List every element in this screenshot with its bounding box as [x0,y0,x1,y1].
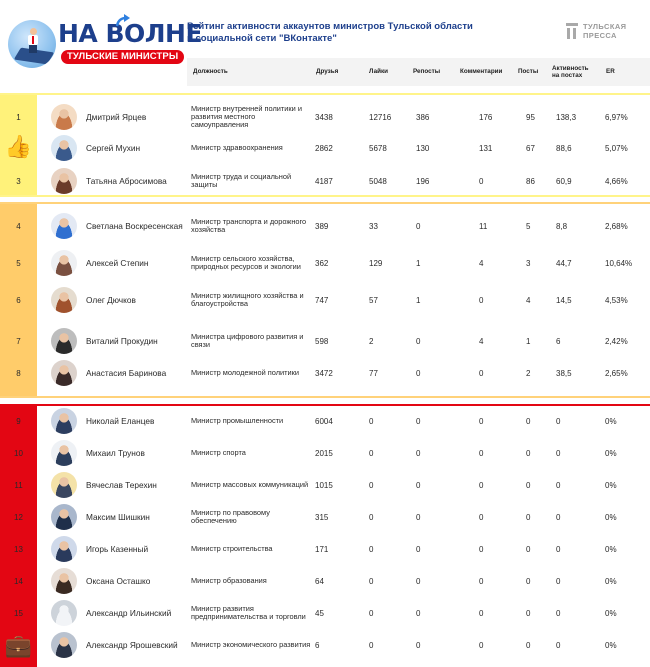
minister-name: Оксана Осташко [86,575,151,586]
cell-comments: 4 [479,258,484,268]
table-row [0,358,650,388]
cell-activity: 0 [556,416,561,426]
minister-position: Министр массовых коммуникаций [191,479,309,489]
minister-name: Сергей Мухин [86,142,141,153]
minister-name: Николай Еланцев [86,415,155,426]
cell-friends: 2015 [315,448,333,458]
cell-reposts: 0 [416,640,421,650]
cell-likes: 57 [369,295,378,305]
avatar [51,328,77,354]
cell-reposts: 0 [416,480,421,490]
page-title-line-1: Рейтинг активности аккаунтов министров Тульской области [187,21,473,32]
column-header-reposts: Репосты [413,68,441,76]
minister-name: Дмитрий Ярцев [86,111,147,122]
cell-activity: 0 [556,512,561,522]
cell-er: 0% [605,416,617,426]
table-row [0,470,650,500]
avatar [51,250,77,276]
cell-friends: 6 [315,640,320,650]
cell-likes: 5678 [369,143,387,153]
cell-friends: 45 [315,608,324,618]
cell-er: 4,53% [605,295,628,305]
cell-comments: 0 [479,480,484,490]
minister-position: Министр внутренней политики и развития местного самоуправления [191,103,302,130]
cell-likes: 33 [369,221,378,231]
cell-posts: 86 [526,176,535,186]
avatar [51,600,77,626]
cell-comments: 0 [479,640,484,650]
avatar [51,168,77,194]
avatar [51,472,77,498]
cell-er: 0% [605,448,617,458]
cell-likes: 0 [369,608,374,618]
rank-number: 6 [16,295,21,305]
cell-reposts: 0 [416,221,421,231]
cell-likes: 77 [369,368,378,378]
cell-reposts: 0 [416,368,421,378]
cell-activity: 138,3 [556,112,577,122]
table-row [0,406,650,436]
cell-friends: 3438 [315,112,333,122]
cell-comments: 0 [479,295,484,305]
wave-arrow-icon [116,14,130,28]
cell-posts: 0 [526,512,531,522]
cell-posts: 95 [526,112,535,122]
minister-position: Министр труда и социальной защиты [191,171,292,189]
column-header-comments: Комментарии [460,68,503,76]
rank-number [0,630,37,660]
cell-friends: 6004 [315,416,333,426]
column-header-activity-line-1: Активность [552,64,589,72]
page-title-line-2: в социальной сети "ВКонтакте" [187,33,337,44]
minister-position: Министр экономического развития [191,639,311,649]
cell-friends: 1015 [315,480,333,490]
minister-name: Виталий Прокудин [86,335,158,346]
minister-name: Татьяна Абросимова [86,175,167,186]
column-header-friends: Друзья [316,68,339,76]
tula-press-logo [566,22,636,40]
cell-friends: 362 [315,258,329,268]
avatar [51,104,77,130]
rank-number: 9 [16,416,21,426]
rank-number: 13 [14,544,23,554]
minister-name: Михаил Трунов [86,447,145,458]
avatar [51,568,77,594]
minister-name: Александр Ярошевский [86,639,178,650]
minister-position: Министра цифрового развития и связи [191,331,304,349]
column-header-posts: Посты [518,68,539,76]
rank-number: 5 [16,258,21,268]
minister-name: Максим Шишкин [86,511,150,522]
logo-title: НА ВОЛНЕ [58,19,203,48]
avatar [51,440,77,466]
cell-posts: 0 [526,576,531,586]
cell-reposts: 0 [416,608,421,618]
cell-comments: 0 [479,544,484,554]
cell-posts: 4 [526,295,531,305]
cell-comments: 0 [479,448,484,458]
cell-activity: 0 [556,608,561,618]
cell-posts: 67 [526,143,535,153]
cell-reposts: 1 [416,258,421,268]
cell-likes: 0 [369,576,374,586]
column-header-likes: Лайки [369,68,388,76]
cell-friends: 315 [315,512,329,522]
column-header-position: Должность [193,68,228,76]
column-header-activity-line-2: на постах [552,72,583,79]
cell-friends: 64 [315,576,324,586]
column-header-er: ER [606,68,615,76]
cell-posts: 0 [526,448,531,458]
cell-activity: 0 [556,640,561,650]
surfer-logo-icon [8,20,56,68]
minister-name: Анастасия Баринова [86,367,167,378]
cell-er: 0% [605,640,617,650]
cell-reposts: 0 [416,512,421,522]
logo-subtitle-badge: ТУЛЬСКИЕ МИНИСТРЫ [61,50,184,64]
cell-activity: 60,9 [556,176,572,186]
cell-comments: 0 [479,176,484,186]
cell-reposts: 196 [416,176,430,186]
cell-er: 0% [605,544,617,554]
avatar [51,287,77,313]
cell-comments: 176 [479,112,493,122]
avatar [51,504,77,530]
avatar [51,536,77,562]
thumbs-up-icon: 👍 [4,134,33,159]
minister-position: Министр транспорта и дорожного хозяйства [191,216,307,234]
cell-likes: 5048 [369,176,387,186]
cell-activity: 14,5 [556,295,572,305]
cell-friends: 747 [315,295,329,305]
minister-position: Министр образования [191,575,267,585]
cell-reposts: 0 [416,448,421,458]
cell-friends: 389 [315,221,329,231]
cell-posts: 0 [526,544,531,554]
table-row [0,502,650,532]
cell-activity: 0 [556,448,561,458]
cell-comments: 4 [479,336,484,346]
column-header-activity [552,58,589,86]
rank-number: 3 [16,176,21,186]
rank-number: 11 [14,480,23,490]
table-row [0,248,650,278]
cell-er: 6,97% [605,112,628,122]
cell-posts: 5 [526,221,531,231]
rank-number: 8 [16,368,21,378]
press-logo-line-2: ПРЕССА [583,31,617,40]
table-row [0,566,650,596]
minister-position: Министр промышленности [191,415,284,425]
rank-number: 1 [16,112,21,122]
avatar [51,360,77,386]
cell-er: 0% [605,576,617,586]
cell-comments: 0 [479,608,484,618]
table-row [0,211,650,241]
rank-number: 15 [14,608,23,618]
rank-number: 7 [16,336,21,346]
rank-number: 10 [14,448,23,458]
rank-number: 4 [16,221,21,231]
cell-posts: 2 [526,368,531,378]
cell-friends: 2862 [315,143,333,153]
cell-er: 2,65% [605,368,628,378]
table-row [0,326,650,356]
cell-er: 4,66% [605,176,628,186]
cell-er: 10,64% [605,258,633,268]
minister-name: Александр Ильинский [86,607,172,618]
minister-name: Алексей Степин [86,257,149,268]
rank-number: 12 [14,512,23,522]
cell-posts: 1 [526,336,531,346]
rank-number: 14 [14,576,23,586]
cell-er: 0% [605,480,617,490]
cell-comments: 0 [479,512,484,522]
cell-comments: 0 [479,416,484,426]
cell-activity: 6 [556,336,561,346]
tula-press-mark-icon [566,23,578,39]
cell-friends: 3472 [315,368,333,378]
table-row [0,102,650,132]
na-volne-logo [8,14,203,74]
cell-reposts: 130 [416,143,430,153]
table-row [0,133,650,163]
avatar [51,213,77,239]
cell-likes: 129 [369,258,383,268]
cell-activity: 38,5 [556,368,572,378]
cell-er: 5,07% [605,143,628,153]
cell-activity: 8,8 [556,221,568,231]
cell-reposts: 1 [416,295,421,305]
press-logo-line-1: ТУЛЬСКАЯ [583,22,627,31]
cell-er: 0% [605,512,617,522]
minister-name: Олег Дючков [86,294,136,305]
rank-number [0,133,37,163]
cell-posts: 3 [526,258,531,268]
cell-er: 2,42% [605,336,628,346]
minister-name: Игорь Казенный [86,543,149,554]
table-row [0,598,650,628]
cell-likes: 0 [369,448,374,458]
cell-activity: 0 [556,480,561,490]
minister-position: Министр строительства [191,543,273,553]
avatar [51,632,77,658]
cell-activity: 88,6 [556,143,572,153]
cell-friends: 598 [315,336,329,346]
cell-comments: 0 [479,576,484,586]
cell-er: 2,68% [605,221,628,231]
cell-activity: 0 [556,576,561,586]
cell-likes: 0 [369,416,374,426]
minister-position: Министр спорта [191,447,246,457]
cell-likes: 0 [369,512,374,522]
avatar [51,408,77,434]
cell-comments: 131 [479,143,493,153]
cell-posts: 0 [526,608,531,618]
cell-activity: 0 [556,544,561,554]
cell-comments: 0 [479,368,484,378]
avatar [51,135,77,161]
cell-reposts: 0 [416,576,421,586]
cell-er: 0% [605,608,617,618]
minister-position: Министр по правовому обеспечению [191,507,270,525]
minister-position: Министр молодежной политики [191,367,300,377]
cell-reposts: 386 [416,112,430,122]
table-row [0,166,650,196]
cell-likes: 12716 [369,112,392,122]
cell-likes: 0 [369,544,374,554]
cell-posts: 0 [526,480,531,490]
table-row [0,285,650,315]
table-header [187,58,650,86]
cell-friends: 4187 [315,176,333,186]
table-row [0,534,650,564]
minister-name: Светлана Воскресенская [86,220,183,231]
briefcase-icon: 💼 [4,633,33,658]
cell-activity: 44,7 [556,258,572,268]
cell-reposts: 0 [416,416,421,426]
minister-position: Министр сельского хозяйства, природных ресурсов и экологии [191,253,301,271]
minister-name: Вячеслав Терехин [86,479,157,490]
cell-likes: 0 [369,480,374,490]
page-title [187,21,507,45]
minister-position: Министр жилищного хозяйства и благоустройства [191,290,304,308]
cell-reposts: 0 [416,336,421,346]
cell-reposts: 0 [416,544,421,554]
table-row [0,438,650,468]
cell-likes: 2 [369,336,374,346]
cell-comments: 11 [479,221,488,231]
minister-position: Министр развития предпринимательства и торговли [191,603,306,621]
cell-posts: 0 [526,640,531,650]
cell-posts: 0 [526,416,531,426]
cell-friends: 171 [315,544,329,554]
table-row [0,630,650,660]
minister-position: Министр здравоохранения [191,142,283,152]
cell-likes: 0 [369,640,374,650]
